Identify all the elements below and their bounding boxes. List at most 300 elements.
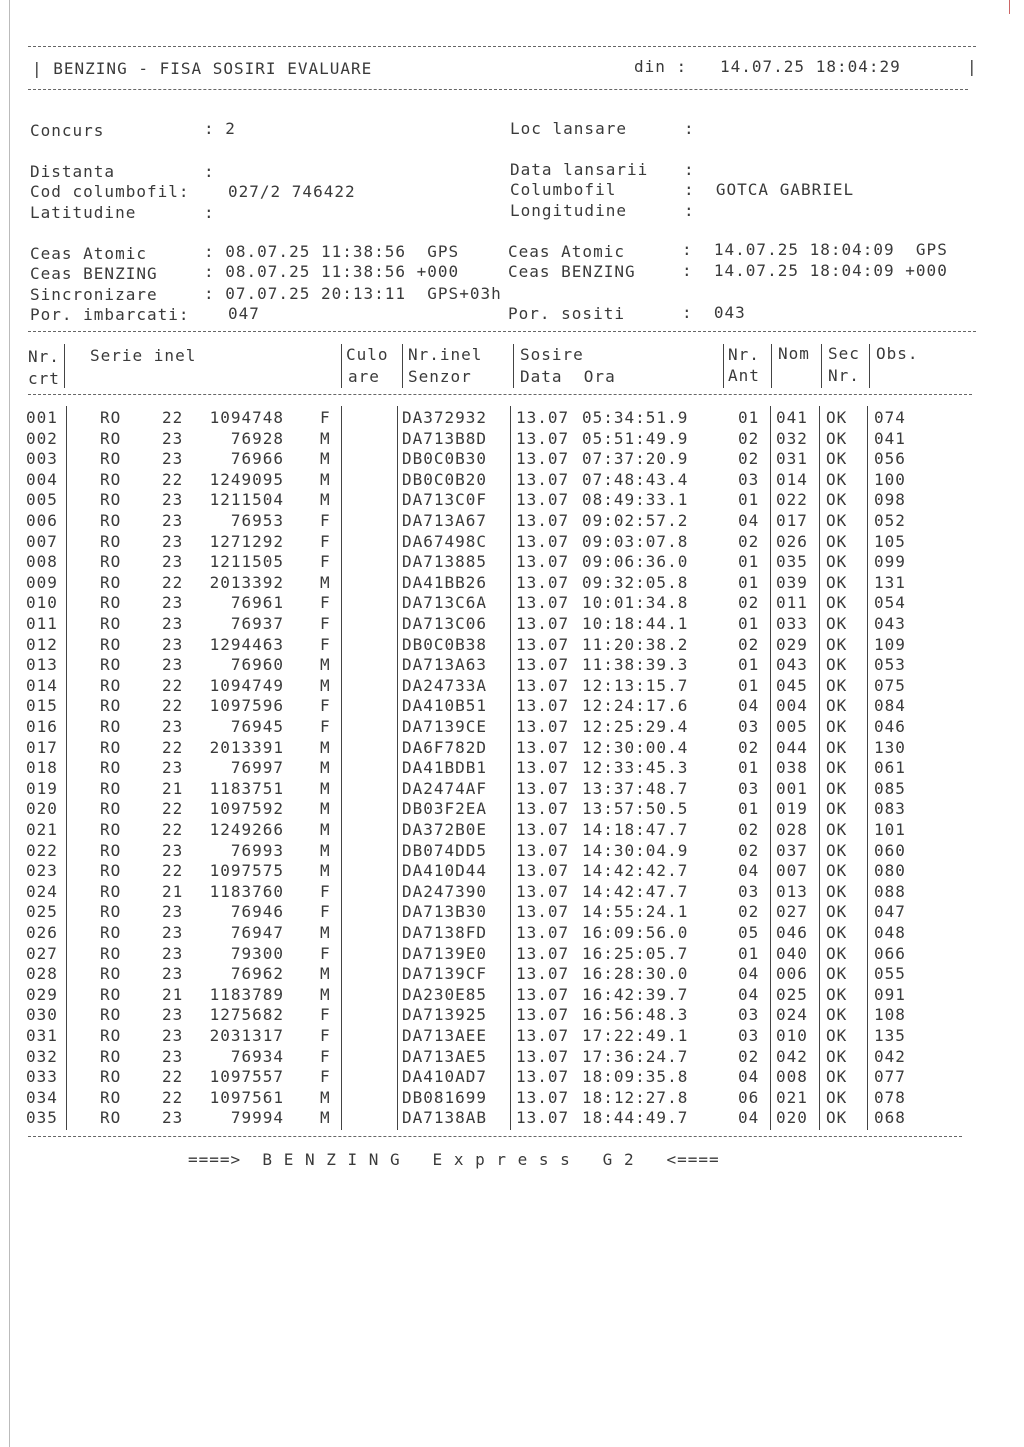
cell-sex: M xyxy=(320,428,331,448)
cell-data: 13.07 xyxy=(516,572,570,592)
cell-obs: 052 xyxy=(874,511,906,530)
cell-sex: M xyxy=(320,1087,331,1107)
cell-nr: 004 xyxy=(26,469,58,489)
cell-sec: OK xyxy=(826,1046,848,1066)
cell-nr: 001 xyxy=(26,408,58,427)
cell-an: 23 xyxy=(162,840,184,860)
cell-inel: 76962 xyxy=(230,964,284,984)
cell-tara: RO xyxy=(100,614,122,633)
table-row xyxy=(0,882,1024,902)
cell-sec: OK xyxy=(826,1108,848,1128)
cell-sec: OK xyxy=(826,923,848,942)
cell-nom: 037 xyxy=(776,840,808,860)
cell-inel: 2013391 xyxy=(209,737,284,757)
table-row xyxy=(0,738,1024,758)
cell-ant: 02 xyxy=(738,593,760,613)
loc-lansare-value: : xyxy=(684,119,695,138)
por-sositi-label: Por. sositi xyxy=(508,304,625,323)
cell-an: 23 xyxy=(162,655,184,675)
cell-ant: 04 xyxy=(738,984,760,1004)
table-row xyxy=(0,944,1024,964)
cell-obs: 085 xyxy=(874,778,906,798)
cell-inel: 2013392 xyxy=(209,572,284,592)
col-obs-header: Obs. xyxy=(876,344,919,363)
cell-data: 13.07 xyxy=(516,1067,570,1087)
cell-inel: 76966 xyxy=(230,449,284,469)
table-row xyxy=(0,593,1024,613)
cell-obs: 100 xyxy=(874,469,906,489)
cell-tara: RO xyxy=(100,1108,122,1128)
cell-sex: F xyxy=(320,696,331,716)
cell-nr: 030 xyxy=(26,1005,58,1025)
header-divider xyxy=(402,344,403,388)
cell-inel: 76945 xyxy=(230,717,284,736)
header-underline xyxy=(28,394,972,395)
data-lansarii-label: Data lansarii xyxy=(510,160,649,179)
cell-an: 21 xyxy=(162,881,184,901)
cell-nr: 027 xyxy=(26,943,58,963)
cell-sec: OK xyxy=(826,1067,848,1087)
cell-sec: OK xyxy=(826,984,848,1004)
cell-an: 23 xyxy=(162,943,184,963)
cell-ora: 11:38:39.3 xyxy=(582,655,689,675)
cell-ant: 04 xyxy=(738,1067,760,1087)
col-ant-header-2: Ant xyxy=(728,366,760,385)
cell-nom: 021 xyxy=(776,1087,808,1107)
cell-tara: RO xyxy=(100,490,122,510)
cell-ora: 14:18:47.7 xyxy=(582,820,689,839)
cell-ora: 16:42:39.7 xyxy=(582,984,689,1004)
cell-tara: RO xyxy=(100,634,122,654)
cell-nom: 008 xyxy=(776,1067,808,1087)
table-top-rule xyxy=(28,331,976,332)
cell-obs: 075 xyxy=(874,675,906,695)
cell-tara: RO xyxy=(100,861,122,881)
cell-sex: M xyxy=(320,1108,331,1128)
cell-ora: 09:32:05.8 xyxy=(582,572,689,592)
cell-ora: 13:57:50.5 xyxy=(582,799,689,819)
table-row xyxy=(0,779,1024,799)
cell-data: 13.07 xyxy=(516,696,570,716)
cell-obs: 130 xyxy=(874,737,906,757)
cell-sex: F xyxy=(320,902,331,922)
cell-ant: 04 xyxy=(738,511,760,530)
cell-tara: RO xyxy=(100,428,122,448)
cell-nom: 045 xyxy=(776,675,808,695)
cell-ant: 01 xyxy=(738,408,760,427)
cell-data: 13.07 xyxy=(516,964,570,984)
cell-ora: 14:42:42.7 xyxy=(582,861,689,881)
cell-data: 13.07 xyxy=(516,469,570,489)
cell-data: 13.07 xyxy=(516,923,570,942)
cell-sec: OK xyxy=(826,593,848,613)
cell-data: 13.07 xyxy=(516,984,570,1004)
table-row xyxy=(0,985,1024,1005)
cell-senzor: DA7139CF xyxy=(402,964,488,984)
cell-tara: RO xyxy=(100,469,122,489)
cell-obs: 083 xyxy=(874,799,906,819)
cell-obs: 048 xyxy=(874,923,906,942)
table-row xyxy=(0,408,1024,428)
cell-ora: 07:48:43.4 xyxy=(582,469,689,489)
cell-ora: 16:25:05.7 xyxy=(582,943,689,963)
header-top-rule xyxy=(28,46,976,47)
cell-tara: RO xyxy=(100,408,122,427)
cell-inel: 76960 xyxy=(230,655,284,675)
cell-ant: 02 xyxy=(738,1046,760,1066)
cell-ant: 03 xyxy=(738,717,760,736)
cell-tara: RO xyxy=(100,511,122,530)
cell-nom: 026 xyxy=(776,531,808,551)
cell-ant: 03 xyxy=(738,881,760,901)
cell-nr: 023 xyxy=(26,861,58,881)
cell-sec: OK xyxy=(826,675,848,695)
cell-tara: RO xyxy=(100,1067,122,1087)
cell-inel: 1097557 xyxy=(209,1067,284,1087)
cell-sec: OK xyxy=(826,1087,848,1107)
cell-sec: OK xyxy=(826,428,848,448)
cell-tara: RO xyxy=(100,572,122,592)
col-sec-header-1: Sec xyxy=(828,344,860,363)
data-lansarii-value: : xyxy=(684,160,695,179)
cell-sec: OK xyxy=(826,572,848,592)
cell-nom: 006 xyxy=(776,964,808,984)
cell-inel: 2031317 xyxy=(209,1026,284,1045)
cell-an: 22 xyxy=(162,861,184,881)
cell-obs: 054 xyxy=(874,593,906,613)
cell-data: 13.07 xyxy=(516,614,570,633)
cell-senzor: DA410D44 xyxy=(402,861,488,881)
col-sec-header-2: Nr. xyxy=(828,366,860,385)
table-row xyxy=(0,1047,1024,1067)
cell-sec: OK xyxy=(826,737,848,757)
cell-nom: 011 xyxy=(776,593,808,613)
cell-sec: OK xyxy=(826,902,848,922)
cell-sec: OK xyxy=(826,717,848,736)
col-serie-header: Serie inel xyxy=(90,346,197,365)
cell-ora: 12:13:15.7 xyxy=(582,675,689,695)
cell-data: 13.07 xyxy=(516,758,570,778)
cell-nr: 017 xyxy=(26,737,58,757)
cell-nom: 013 xyxy=(776,881,808,901)
cell-senzor: DA67498C xyxy=(402,531,488,551)
cell-an: 22 xyxy=(162,469,184,489)
din-label: din : xyxy=(634,57,688,76)
cell-senzor: DA713C0F xyxy=(402,490,488,510)
cell-ant: 06 xyxy=(738,1087,760,1107)
cell-data: 13.07 xyxy=(516,881,570,901)
cell-obs: 047 xyxy=(874,902,906,922)
cell-senzor: DA372B0E xyxy=(402,820,488,839)
cell-an: 23 xyxy=(162,449,184,469)
cell-inel: 1211504 xyxy=(209,490,284,510)
cell-nr: 020 xyxy=(26,799,58,819)
cell-sex: F xyxy=(320,552,331,572)
cell-inel: 1249095 xyxy=(209,469,284,489)
ceas-benzing-end: : 14.07.25 18:04:09 +000 xyxy=(682,261,948,280)
cell-sec: OK xyxy=(826,449,848,469)
cell-senzor: DA7139CE xyxy=(402,717,488,736)
cell-nr: 024 xyxy=(26,881,58,901)
cell-ant: 04 xyxy=(738,696,760,716)
cell-sex: M xyxy=(320,572,331,592)
cell-data: 13.07 xyxy=(516,943,570,963)
cell-an: 22 xyxy=(162,1067,184,1087)
cell-nom: 041 xyxy=(776,408,808,427)
cell-tara: RO xyxy=(100,1026,122,1045)
cell-senzor: DA41BDB1 xyxy=(402,758,488,778)
cell-nr: 018 xyxy=(26,758,58,778)
cell-an: 23 xyxy=(162,634,184,654)
cell-an: 22 xyxy=(162,820,184,839)
cell-ant: 01 xyxy=(738,758,760,778)
cell-obs: 046 xyxy=(874,717,906,736)
table-row xyxy=(0,1067,1024,1087)
sincronizare-value: : 07.07.25 20:13:11 GPS+03h xyxy=(204,284,502,303)
cell-inel: 1275682 xyxy=(209,1005,284,1025)
cell-inel: 1271292 xyxy=(209,531,284,551)
cell-data: 13.07 xyxy=(516,820,570,839)
cell-obs: 053 xyxy=(874,655,906,675)
cell-nr: 031 xyxy=(26,1026,58,1045)
cell-data: 13.07 xyxy=(516,840,570,860)
din-timestamp: 14.07.25 18:04:29 xyxy=(720,57,901,76)
cell-ant: 02 xyxy=(738,820,760,839)
cell-senzor: DA713AEE xyxy=(402,1026,488,1045)
cell-nr: 010 xyxy=(26,593,58,613)
cell-data: 13.07 xyxy=(516,1087,570,1107)
cell-an: 23 xyxy=(162,490,184,510)
cell-senzor: DA372932 xyxy=(402,408,488,427)
cell-senzor: DB0C0B20 xyxy=(402,469,488,489)
table-row xyxy=(0,511,1024,531)
cell-obs: 055 xyxy=(874,964,906,984)
table-row xyxy=(0,676,1024,696)
cell-senzor: DA410B51 xyxy=(402,696,488,716)
cell-inel: 1094749 xyxy=(209,675,284,695)
cell-tara: RO xyxy=(100,1005,122,1025)
cell-obs: 078 xyxy=(874,1087,906,1107)
cell-sec: OK xyxy=(826,408,848,427)
cell-sec: OK xyxy=(826,1026,848,1045)
cell-senzor: DB074DD5 xyxy=(402,840,488,860)
cell-senzor: DB081699 xyxy=(402,1087,488,1107)
cell-nom: 007 xyxy=(776,861,808,881)
header-divider xyxy=(821,344,822,388)
cell-data: 13.07 xyxy=(516,1046,570,1066)
cell-ant: 01 xyxy=(738,655,760,675)
cell-ora: 14:55:24.1 xyxy=(582,902,689,922)
cell-ant: 04 xyxy=(738,964,760,984)
columbofil-value: : GOTCA GABRIEL xyxy=(684,180,855,199)
cell-ant: 02 xyxy=(738,531,760,551)
cell-senzor: DA713C6A xyxy=(402,593,488,613)
col-sosire-header-2: Data Ora xyxy=(520,367,616,386)
cell-obs: 042 xyxy=(874,1046,906,1066)
cell-ora: 10:18:44.1 xyxy=(582,614,689,633)
cell-ant: 01 xyxy=(738,799,760,819)
cell-obs: 066 xyxy=(874,943,906,963)
cell-an: 23 xyxy=(162,1108,184,1128)
cell-sex: F xyxy=(320,634,331,654)
table-row xyxy=(0,923,1024,943)
cell-ora: 17:22:49.1 xyxy=(582,1026,689,1045)
table-row xyxy=(0,490,1024,510)
cell-data: 13.07 xyxy=(516,737,570,757)
cell-ant: 03 xyxy=(738,469,760,489)
cell-ora: 08:49:33.1 xyxy=(582,490,689,510)
col-nr-header-2: crt xyxy=(28,369,60,388)
longitudine-value: : xyxy=(684,201,695,220)
header-divider xyxy=(771,344,772,388)
longitudine-label: Longitudine xyxy=(510,201,627,220)
cell-senzor: DA713B8D xyxy=(402,428,488,448)
cell-tara: RO xyxy=(100,655,122,675)
cell-nr: 029 xyxy=(26,984,58,1004)
cell-an: 23 xyxy=(162,614,184,633)
cell-inel: 76993 xyxy=(230,840,284,860)
cell-an: 23 xyxy=(162,758,184,778)
cell-ora: 17:36:24.7 xyxy=(582,1046,689,1066)
cell-obs: 131 xyxy=(874,572,906,592)
table-bottom-rule xyxy=(28,1136,962,1137)
cell-nr: 013 xyxy=(26,655,58,675)
cell-tara: RO xyxy=(100,820,122,839)
cell-ant: 05 xyxy=(738,923,760,942)
cell-obs: 084 xyxy=(874,696,906,716)
cell-senzor: DA713C06 xyxy=(402,614,488,633)
cell-senzor: DA713885 xyxy=(402,552,488,572)
cell-sex: F xyxy=(320,943,331,963)
cell-ora: 07:37:20.9 xyxy=(582,449,689,469)
cell-nom: 022 xyxy=(776,490,808,510)
latitudine-value: : xyxy=(204,203,215,222)
cell-sex: M xyxy=(320,655,331,675)
cell-an: 23 xyxy=(162,428,184,448)
cell-tara: RO xyxy=(100,902,122,922)
cell-ant: 03 xyxy=(738,1026,760,1045)
ceas-benzing-end-label: Ceas BENZING xyxy=(508,262,636,281)
cell-nom: 019 xyxy=(776,799,808,819)
cell-inel: 1183760 xyxy=(209,881,284,901)
header-divider xyxy=(64,344,65,388)
cell-ant: 04 xyxy=(738,861,760,881)
cell-an: 23 xyxy=(162,902,184,922)
cell-senzor: DA713B30 xyxy=(402,902,488,922)
cell-nr: 008 xyxy=(26,552,58,572)
col-nrinel-header-2: Senzor xyxy=(408,367,472,386)
cell-nr: 016 xyxy=(26,717,58,736)
cell-sec: OK xyxy=(826,511,848,530)
cell-data: 13.07 xyxy=(516,593,570,613)
cell-inel: 1097575 xyxy=(209,861,284,881)
concurs-label: Concurs xyxy=(30,121,105,140)
table-row xyxy=(0,1088,1024,1108)
cell-ora: 14:30:04.9 xyxy=(582,840,689,860)
cell-nom: 044 xyxy=(776,737,808,757)
cell-nom: 029 xyxy=(776,634,808,654)
cell-nr: 009 xyxy=(26,572,58,592)
cell-ant: 01 xyxy=(738,552,760,572)
cell-tara: RO xyxy=(100,984,122,1004)
columbofil-label: Columbofil xyxy=(510,180,617,199)
cell-inel: 79994 xyxy=(230,1108,284,1128)
cell-nr: 012 xyxy=(26,634,58,654)
cell-sec: OK xyxy=(826,655,848,675)
cell-inel: 76937 xyxy=(230,614,284,633)
cod-columbofil-label: Cod columbofil: xyxy=(30,182,190,201)
header-divider xyxy=(869,344,870,388)
cell-sex: M xyxy=(320,964,331,984)
cell-ora: 18:09:35.8 xyxy=(582,1067,689,1087)
cell-sec: OK xyxy=(826,881,848,901)
cell-obs: 068 xyxy=(874,1108,906,1128)
cell-tara: RO xyxy=(100,717,122,736)
cell-sex: F xyxy=(320,881,331,901)
cell-obs: 099 xyxy=(874,552,906,572)
cell-nom: 040 xyxy=(776,943,808,963)
header-end-bar: | xyxy=(967,57,978,76)
cell-sex: M xyxy=(320,469,331,489)
cell-sex: M xyxy=(320,840,331,860)
cell-obs: 088 xyxy=(874,881,906,901)
cell-nr: 003 xyxy=(26,449,58,469)
cell-tara: RO xyxy=(100,758,122,778)
cell-obs: 080 xyxy=(874,861,906,881)
por-imbarcati-value: 047 xyxy=(228,304,260,323)
cell-an: 23 xyxy=(162,552,184,572)
concurs-value: : 2 xyxy=(204,119,236,138)
cell-sex: M xyxy=(320,923,331,942)
table-row xyxy=(0,614,1024,634)
cell-ant: 03 xyxy=(738,778,760,798)
ceas-benzing-start: : 08.07.25 11:38:56 +000 xyxy=(204,262,460,281)
cell-ora: 09:02:57.2 xyxy=(582,511,689,530)
table-row xyxy=(0,717,1024,737)
cell-senzor: DA247390 xyxy=(402,881,488,901)
table-row xyxy=(0,696,1024,716)
cell-nr: 034 xyxy=(26,1087,58,1107)
cell-ant: 01 xyxy=(738,675,760,695)
cell-sec: OK xyxy=(826,1005,848,1025)
cell-sec: OK xyxy=(826,490,848,510)
cell-an: 23 xyxy=(162,531,184,551)
cell-senzor: DA713925 xyxy=(402,1005,488,1025)
cell-inel: 1094748 xyxy=(209,408,284,427)
cell-sec: OK xyxy=(826,943,848,963)
cell-data: 13.07 xyxy=(516,861,570,881)
cell-nr: 033 xyxy=(26,1067,58,1087)
col-ant-header-1: Nr. xyxy=(728,345,760,364)
cell-nr: 002 xyxy=(26,428,58,448)
col-nr-header-1: Nr. xyxy=(28,347,60,366)
table-row xyxy=(0,655,1024,675)
cell-ora: 09:06:36.0 xyxy=(582,552,689,572)
table-row xyxy=(0,1005,1024,1025)
por-sositi-value: : 043 xyxy=(682,303,746,322)
cell-senzor: DA7138AB xyxy=(402,1108,488,1128)
cell-inel: 76928 xyxy=(230,428,284,448)
cell-tara: RO xyxy=(100,1087,122,1107)
cell-sec: OK xyxy=(826,778,848,798)
cell-data: 13.07 xyxy=(516,552,570,572)
cell-sex: F xyxy=(320,511,331,530)
cell-sex: F xyxy=(320,531,331,551)
cell-nr: 014 xyxy=(26,675,58,695)
cell-nr: 025 xyxy=(26,902,58,922)
cell-obs: 056 xyxy=(874,449,906,469)
cell-inel: 1097596 xyxy=(209,696,284,716)
